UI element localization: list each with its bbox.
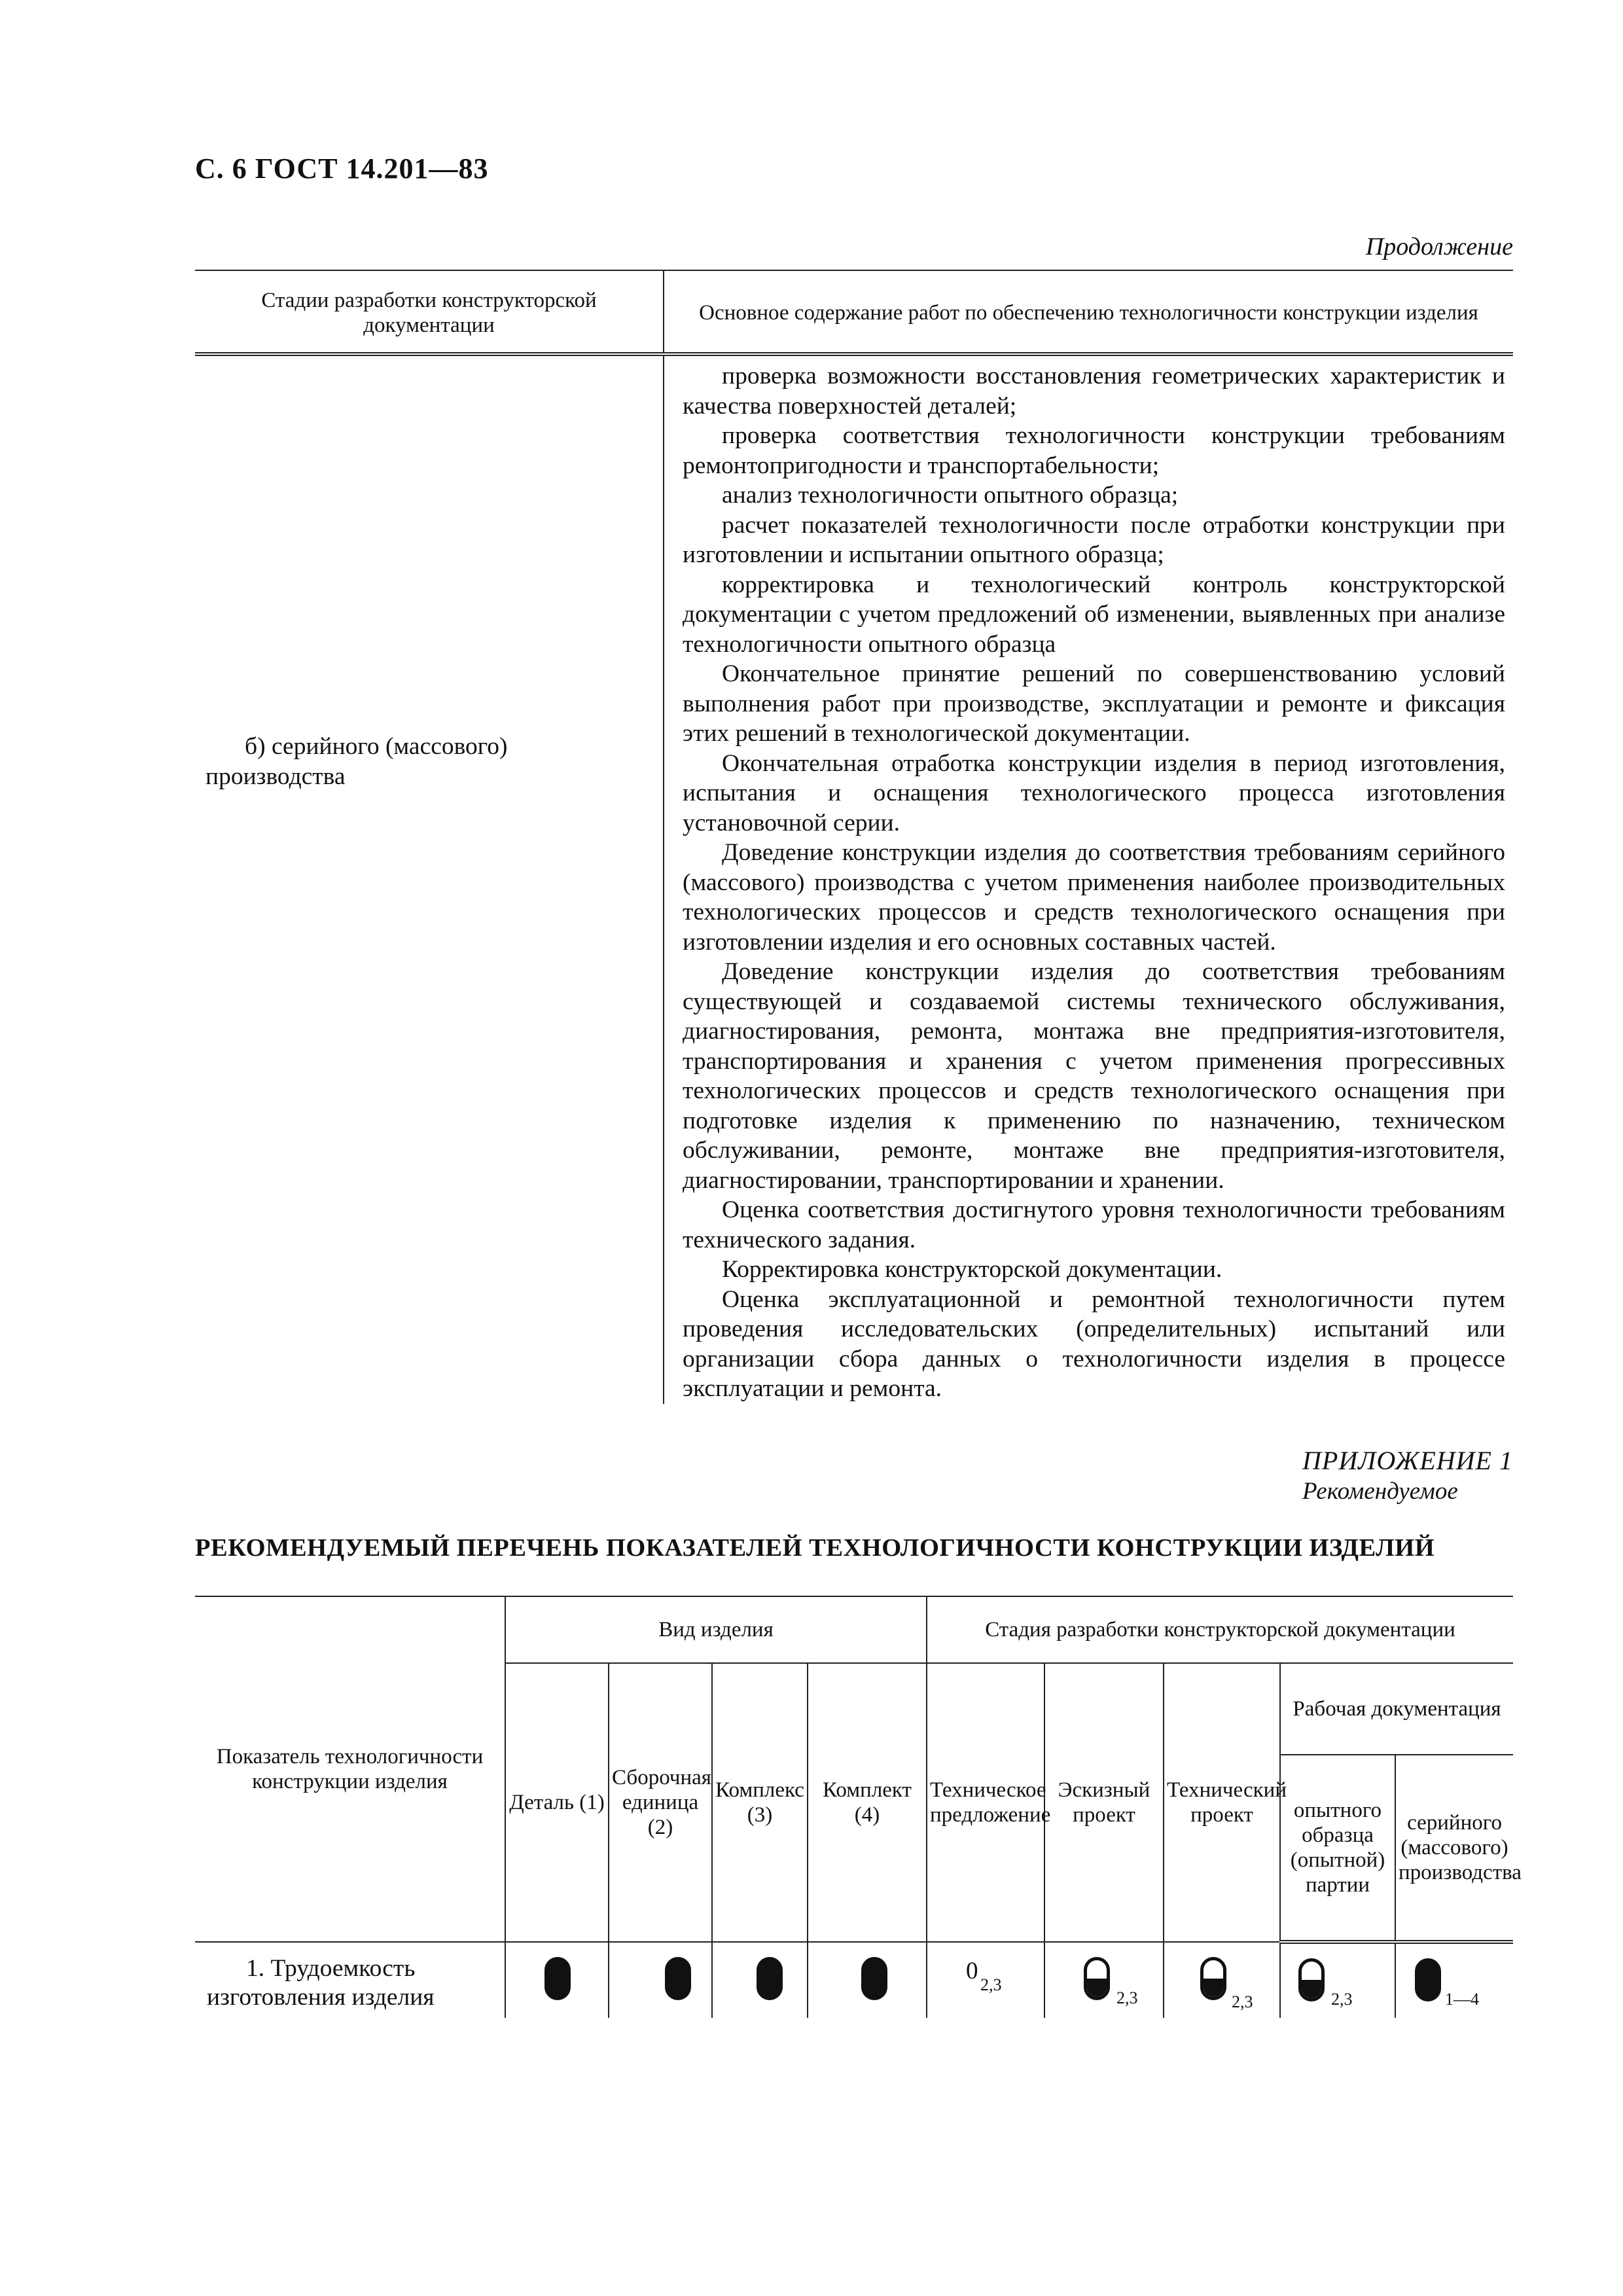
col-header-tech-project: Технический проект [1164, 1663, 1280, 1942]
indicator-cell [195, 1942, 505, 2018]
tech-project-cell [1164, 1942, 1280, 2018]
subscript-stages: 1—4 [1445, 1990, 1479, 2009]
col-header-assembly: Сборочная единица (2) [609, 1663, 712, 1942]
stage-serial-production: б) серийного (массового) производства [205, 733, 508, 790]
filled-circle-icon [544, 1957, 571, 2000]
half-filled-circle-icon [1084, 1957, 1110, 2000]
complex-cell [712, 1942, 808, 2018]
filled-circle-icon [861, 1957, 887, 2000]
col-header-working-docs: Рабочая документация [1280, 1663, 1513, 1755]
col-header-indicator: Показатель технологичности конструкции изделия [195, 1596, 505, 1942]
table1-header-row [195, 270, 1513, 354]
work-paragraph: расчет показателей технологичности после отработки конструкции при изготовлении и испытании опытного образца; [683, 511, 1505, 568]
work-paragraph: проверка соответствия технологичности конструкции требованиям ремонтопригодности и транспортабельности; [683, 422, 1505, 479]
subscript-stages: 2,3 [1232, 1992, 1253, 2011]
filled-circle-icon [665, 1957, 691, 2000]
kit-cell [808, 1942, 927, 2018]
page-header: С. 6 ГОСТ 14.201—83 [195, 152, 489, 185]
col-header-prototype: опытного образца (опытной) партии [1280, 1755, 1395, 1942]
serial-cell [1395, 1942, 1513, 2018]
prototype-cell [1280, 1942, 1395, 2018]
table-row [195, 1942, 1513, 2018]
table-row [195, 354, 1513, 1404]
appendix-label: ПРИЛОЖЕНИЕ 1 [1302, 1446, 1513, 1475]
work-paragraph: проверка возможности восстановления геометрических характеристик и качества поверхностей деталей; [683, 363, 1505, 420]
stage-cell [195, 354, 664, 1404]
col-header-serial: серийного (массового) производства [1395, 1755, 1513, 1942]
indicator-name: 1. Трудоемкость изготовления изделия [207, 1955, 435, 2011]
work-paragraph: корректировка и технологический контроль конструкторской документации с учетом предложений об изменении, выявленных при анализе технологичности опытного образца [683, 571, 1505, 658]
col-header-tech-proposal: Техническое предложение [927, 1663, 1044, 1942]
work-paragraph: Оценка эксплуатационной и ремонтной технологичности путем проведения исследовательских (определительных) испытаний или организации сбора данных о технологичности изделия в процессе эксплуатации и ремонта. [683, 1285, 1505, 1402]
work-paragraph: Окончательное принятие решений по совершенствованию условий выполнения работ при производстве, эксплуатации и ремонте и фиксация этих решений в технологической документации. [683, 660, 1505, 747]
appendix-label-block [1302, 1445, 1513, 1505]
col-header-stage: Стадия разработки конструкторской документации [927, 1596, 1513, 1663]
table2-header-row [195, 1596, 1513, 1663]
col-header-draft-project: Эскизный проект [1044, 1663, 1164, 1942]
col-header-stages: Стадии разработки конструкторской документации [195, 270, 664, 354]
half-filled-circle-icon [1298, 1958, 1325, 2001]
col-header-complex: Комплекс (3) [712, 1663, 808, 1942]
subscript-stages: 2,3 [1331, 1990, 1353, 2009]
appendix-title: РЕКОМЕНДУЕМЫЙ ПЕРЕЧЕНЬ ПОКАЗАТЕЛЕЙ ТЕХНОЛОГИЧНОСТИ КОНСТРУКЦИИ ИЗДЕЛИЙ [195, 1534, 1435, 1562]
continuation-label: Продолжение [1365, 233, 1513, 260]
col-header-work-content: Основное содержание работ по обеспечению технологичности конструкции изделия [664, 270, 1513, 354]
work-content-table [195, 270, 1513, 1404]
col-header-detail: Деталь (1) [505, 1663, 609, 1942]
subscript-stages: 2,3 [980, 1975, 1002, 1994]
assembly-cell [609, 1942, 712, 2018]
draft-project-cell [1044, 1942, 1164, 2018]
work-paragraph: Окончательная отработка конструкции изделия в период изготовления, испытания и оснащения технологического процесса изготовления установочной серии. [683, 749, 1505, 836]
col-header-kit: Комплект (4) [808, 1663, 927, 1942]
work-paragraph: Доведение конструкции изделия до соответствия требованиям серийного (массового) производства с учетом применения наиболее производительных технологических процессов и средств технологического оснащения при изготовлении изделия и его основных составных частей. [683, 839, 1505, 956]
half-filled-circle-icon [1200, 1957, 1226, 2000]
indicators-table [195, 1596, 1522, 2018]
col-header-product-type: Вид изделия [505, 1596, 927, 1663]
work-paragraph: Оценка соответствия достигнутого уровня технологичности требованиям технического задания. [683, 1196, 1505, 1253]
appendix-status: Рекомендуемое [1302, 1478, 1458, 1505]
work-content-cell [664, 354, 1513, 1404]
tech-proposal-cell [927, 1942, 1044, 2018]
filled-circle-icon [1415, 1958, 1441, 2001]
filled-circle-icon [757, 1957, 783, 2000]
zero-mark: 0 [966, 1958, 978, 1984]
work-paragraph: Доведение конструкции изделия до соответствия требованиям существующей и создаваемой системы технического обслуживания, диагностирования, ремонта, монтажа вне предприятия-изготовителя, транспортирования и хранения с учетом применения прогрессивных технологических процессов и средств технологического оснащения при подготовке изделия к применению по назначению, техническом обслуживании, ремонте, монтаже вне предприятия-изготовителя, диагностировании, транспортировании и хранении. [683, 958, 1505, 1194]
work-paragraph: Корректировка конструкторской документации. [722, 1256, 1222, 1283]
work-paragraph: анализ технологичности опытного образца; [722, 482, 1179, 509]
subscript-stages: 2,3 [1116, 1988, 1138, 2007]
detail-cell [505, 1942, 609, 2018]
